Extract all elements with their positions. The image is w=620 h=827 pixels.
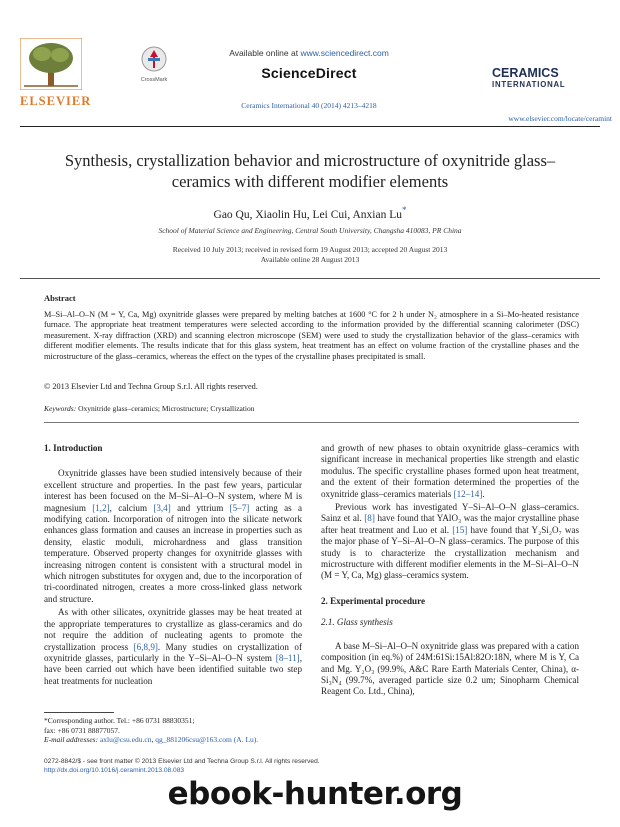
crossmark-icon[interactable] <box>141 46 167 72</box>
author-names: Gao Qu, Xiaolin Hu, Lei Cui, Anxian Lu <box>213 208 402 221</box>
received-dates: Received 10 July 2013; received in revised form 19 August 2013; accepted 20 August 2013 <box>172 245 448 254</box>
abstract-top-divider <box>20 278 600 279</box>
glass-synthesis-paragraph: A base M–Si–Al–O–N oxynitride glass was prepared with a cation composition (in eq.%) of 24M:61Si:15Al:82O:18N, where M is Y, Ca and Mg. Y₂O₃ (99.9%, A&C Rare Earth Materials Center, China), α-Si₃N₄ (99.7%, averaged particle size 0.2 um; Sinopharm Chemical Reagent Co. Ltd., China), <box>321 640 579 697</box>
right-column <box>321 443 579 698</box>
ref-1-2[interactable]: [1,2] <box>92 502 110 513</box>
email-link-1[interactable]: axlu@csu.edu.cn <box>99 735 152 744</box>
footnote-emails: E-mail addresses: axlu@csu.edu.cn, qg_881206csu@163.com (A. Lu). <box>44 735 259 744</box>
intro-paragraph-4: Previous work has investigated Y–Si–Al–O–N glass–ceramics. Sainz et al. [8] have found that YAlO₃ was the major crystalline phase after heat treatment and Luo et al. [15] have found that Y₂Si₂O₇ was the major phase of Y–Si–Al–O–N glass–ceramics. The purpose of this study is to characterize the crystallization mechanism and microstructure with different modifier elements in the M–Si–Al–O–N (M = Y, Ca, Mg) glass–ceramics system. <box>321 502 580 581</box>
journal-logo <box>492 67 612 91</box>
email-person: (A. Lu). <box>233 735 259 744</box>
header-divider <box>20 126 600 127</box>
email-link-2[interactable]: qg_881206csu@163.com <box>155 735 232 744</box>
journal-name-line1: CERAMICS <box>492 66 559 80</box>
author-list <box>20 205 600 221</box>
footnote-tel: *Corresponding author. Tel.: +86 0731 88830351; <box>44 716 195 725</box>
journal-reference-link[interactable]: Ceramics International 40 (2014) 4213–4218 <box>241 101 377 110</box>
left-column <box>44 443 302 687</box>
ref-8-11[interactable]: [8–11] <box>275 652 300 663</box>
email-label: E-mail addresses: <box>44 735 99 744</box>
sciencedirect-logo: ScienceDirect <box>261 65 357 81</box>
watermark-text: ebook-hunter.org <box>167 776 463 812</box>
crossmark-label: CrossMark <box>140 77 168 83</box>
ref-15[interactable]: [15] <box>452 524 468 535</box>
abstract-text: M–Si–Al–O–N (M = Y, Ca, Mg) oxynitride glasses were prepared by melting batches at 1600 °C for 2 h under N₂ atmosphere in a Si–Mo-heated resistance furnace. The appropriate heat treatment temperatures were selected according to the information provided by the differential scanning calorimeter (DSC) measurement. X-ray diffraction (XRD) and scanning electron microscope (SEM) were used to study the crystallization behavior of the glass–ceramics with different modifier elements. The results indicate that for this glass system, heat treatment has an effect on volume fraction of the crystalline phases and the microstructure of the glass–ceramics, whereas the effect on the types of the crystalline phases precipitated is small. <box>44 310 579 361</box>
affiliation: School of Material Science and Engineering, Central South University, Changsha 410083, PR China <box>158 226 462 235</box>
keywords-list: Oxynitride glass–ceramics; Microstructure; Crystallization <box>78 404 255 413</box>
title-line-1: Synthesis, crystallization behavior and microstructure of oxynitride glass– <box>64 151 556 170</box>
available-date: Available online 28 August 2013 <box>260 255 360 264</box>
keywords <box>44 404 579 413</box>
publisher-logo: ELSEVIER <box>20 94 92 108</box>
section-1-heading: 1. Introduction <box>44 443 103 453</box>
subsection-2-1-heading: 2.1. Glass synthesis <box>321 617 393 628</box>
issn-line: 0272-8842/$ - see front matter © 2013 Elsevier Ltd and Techna Group S.r.l. All rights reserved. <box>44 758 320 765</box>
section-2-heading: 2. Experimental procedure <box>321 595 425 606</box>
footnote-fax: fax: +86 0731 88877057. <box>44 725 120 735</box>
article-history <box>20 245 600 265</box>
ref-8[interactable]: [8] <box>364 513 375 524</box>
elsevier-tree-logo-icon <box>20 38 82 90</box>
keywords-label: Keywords: <box>44 404 77 413</box>
corresponding-author-footnote <box>44 716 302 745</box>
keywords-divider <box>44 422 579 423</box>
journal-name-line2: INTERNATIONAL <box>492 80 566 89</box>
available-online-line <box>196 48 422 58</box>
title-line-2: ceramics with different modifier elements <box>171 172 449 191</box>
abstract-heading: Abstract <box>44 293 76 303</box>
ref-12-14[interactable]: [12–14] <box>453 488 483 499</box>
intro-paragraph-1: Oxynitride glasses have been studied intensively because of their excellent structure and properties. In the past few years, particular interest has been focused on the M–Si–Al–O–N system, where M is magnesium [1,2], calcium [3,4] and yttrium [5–7] acting as a modifying cation. Incorporation of nitrogen into the silicate network enhances glass formation and causes an increase in properties such as density, elastic moduli, microhardness and glass transition temperature. Observed property changes for oxynitride glasses with increasing nitrogen content is consistent with a structural model in which nitrogen substitutes for oxygen and, due to the incorporation of tri-coordinated nitrogen, creates a more cross-linked glass network and structure. <box>44 468 303 604</box>
doi-link[interactable]: http://dx.doi.org/10.1016/j.ceramint.2013.08.083 <box>44 767 185 774</box>
issn-copyright-meta <box>44 757 404 775</box>
abstract-copyright: © 2013 Elsevier Ltd and Techna Group S.r.l. All rights reserved. <box>44 382 258 391</box>
ref-5-7[interactable]: [5–7] <box>229 502 250 513</box>
intro-paragraph-3: and growth of new phases to obtain oxynitride glass–ceramics with significant increase in mechanical properties like strength and elastic modulus. The specific crystalline phases formed upon heat treatment, and the extent of their formation determined the properties of the oxynitride glass–ceramics materials [12–14]. <box>321 443 579 499</box>
corresponding-author-mark[interactable]: * <box>401 205 407 215</box>
available-online-text: Available online at <box>229 48 299 58</box>
ref-6-8-9[interactable]: [6,8,9] <box>133 641 158 652</box>
ref-3-4[interactable]: [3,4] <box>153 502 171 513</box>
journal-homepage-link[interactable]: www.elsevier.com/locate/ceramint <box>508 114 612 123</box>
article-title <box>20 150 600 192</box>
intro-paragraph-2: As with other silicates, oxynitride glasses may be heat treated at the appropriate temperatures to crystallize as glass-ceramics and do not require the addition of nucleating agents to promote the crystallization process [6,8,9]. Many studies on crystallization of oxynitride glasses, particularly in the Y–Si–Al–O–N system [8–11], have been carried out which have been identified suitable two step heat treatments for nucleation <box>44 607 302 686</box>
footnote-divider <box>44 712 114 713</box>
sciencedirect-link[interactable]: www.sciencedirect.com <box>300 48 389 58</box>
